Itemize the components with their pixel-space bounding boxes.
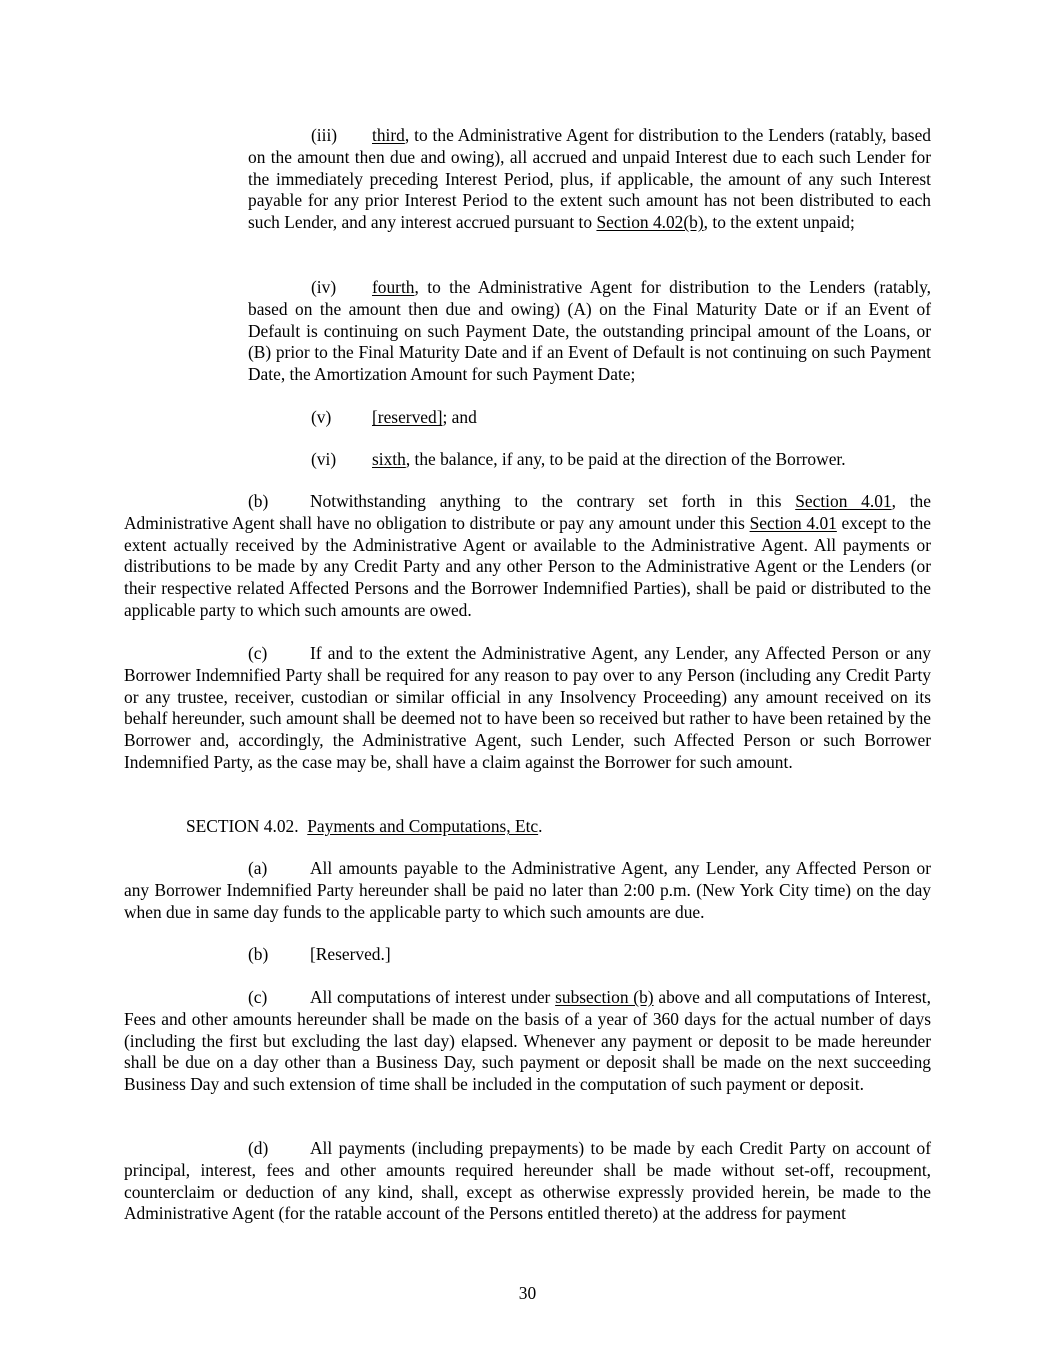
clause-text: ; and [442, 407, 477, 427]
paragraph-number: (d) [248, 1138, 269, 1158]
paragraph-text: except to the extent actually received by the Administrative Agent or available to the Administrative Agent. All payments or distributions to be made by any Credit Party and any other Person to the Administrative Agent or the Lenders (or their respective related Affected Persons and the Borrower Indemnified Parties), shall be paid or distributed to the applicable party to which such amounts are owed. [124, 512, 931, 620]
section-heading [124, 816, 931, 838]
paragraph-number: (b) [248, 944, 269, 964]
clause-text: , to the Administrative Agent for distribution to the Lenders (ratably, based on the amount then due and owing) (A) on the Final Maturity Date or if an Event of Default is continuing on such Payment Date, the outstanding principal amount of the Loans, or (B) prior to the Final Maturity Date and if an Event of Default is not continuing on such Payment Date, the Amortization Amount for such Payment Date; [248, 277, 931, 385]
section-title: Payments and Computations, Etc [307, 816, 539, 836]
section-title-period: . [538, 816, 543, 836]
section-4-02-paragraph-d [124, 1138, 931, 1225]
section-4-02-paragraph-a [124, 858, 931, 923]
section-reference: Section 4.01 [795, 491, 892, 511]
clause-term: third [372, 125, 405, 145]
paragraph-text: All amounts payable to the Administrative Agent, any Lender, any Affected Person or any Borrower Indemnified Party hereunder shall be paid no later than 2:00 p.m. (New York City time) on the day when due in same day funds to the applicable party to which such amounts are due. [124, 858, 931, 922]
clause-number: (v) [311, 407, 332, 427]
paragraph-number: (a) [248, 858, 268, 878]
page-number: 30 [518, 1283, 537, 1303]
paragraph-c [124, 643, 931, 774]
paragraph-text: All payments (including prepayments) to be made by each Credit Party on account of principal, interest, fees and other amounts required hereunder shall be made without set-off, recoupment, counterclaim or deduction of any kind, shall, except as otherwise expressly provided herein, be made to the Administrative Agent (for the ratable account of the Persons entitled thereto) at the address for payment [124, 1138, 931, 1224]
paragraph-text: , the Administrative Agent shall have no obligation to distribute or pay any amount under this [124, 491, 931, 533]
clause-vi [248, 449, 931, 471]
clause-text: , to the Administrative Agent for distribution to the Lenders (ratably, based on the amount then due and owing), all accrued and unpaid Interest due to each such Lender for the immediately preceding Interest Period, plus, if applicable, the amount of any such Interest payable for any prior Interest Period to the extent such amount has not been distributed to each such Lender, and any interest accrued pursuant to [248, 125, 931, 233]
paragraph-number: (c) [248, 643, 268, 663]
section-reference: subsection (b) [555, 987, 654, 1007]
clause-term: sixth [372, 449, 406, 469]
clause-term: fourth [372, 277, 415, 297]
paragraph-text: [Reserved.] [310, 944, 391, 964]
paragraph-text: If and to the extent the Administrative Agent, any Lender, any Affected Person or any Borrower Indemnified Party shall be required for any reason to pay over to any Person (including any Credit Party or any trustee, receiver, custodian or similar official in any Insolvency Proceeding) any amount received on its behalf hereunder, such amount shall be deemed not to have been so received but rather to have been retained by the Borrower and, accordingly, the Administrative Agent, such Lender, such Affected Person or such Borrower Indemnified Party, as the case may be, shall have a claim against the Borrower for such amount. [124, 643, 931, 772]
clause-iii [248, 125, 931, 234]
clause-number: (iv) [311, 277, 337, 297]
paragraph-number: (b) [248, 491, 269, 511]
clause-text: , the balance, if any, to be paid at the direction of the Borrower. [405, 449, 846, 469]
section-4-02-paragraph-c [124, 987, 931, 1096]
clause-term: [reserved] [372, 407, 443, 427]
clause-text: , to the extent unpaid; [703, 212, 855, 233]
section-reference: Section 4.01 [749, 512, 837, 533]
paragraph-text: All computations of interest under [310, 987, 556, 1007]
paragraph-b [124, 491, 931, 622]
section-label: SECTION 4.02. [186, 816, 299, 836]
clause-v [248, 407, 931, 429]
clause-iv [248, 277, 931, 386]
clause-number: (vi) [311, 449, 337, 469]
clause-number: (iii) [311, 125, 338, 145]
paragraph-text: Notwithstanding anything to the contrary set forth in this [310, 491, 796, 511]
section-4-02-paragraph-b [124, 944, 931, 966]
paragraph-number: (c) [248, 987, 268, 1007]
paragraph-text: above and all computations of Interest, Fees and other amounts hereunder shall be made on the basis of a year of 360 days for the actual number of days (including the first but excluding the last day) elapsed. Whenever any payment or deposit to be made hereunder shall be due on a day other than a Business Day, such payment or deposit shall be made on the next succeeding Business Day and such extension of time shall be included in the computation of such payment or deposit. [124, 987, 931, 1095]
section-reference: Section 4.02(b) [596, 212, 704, 233]
